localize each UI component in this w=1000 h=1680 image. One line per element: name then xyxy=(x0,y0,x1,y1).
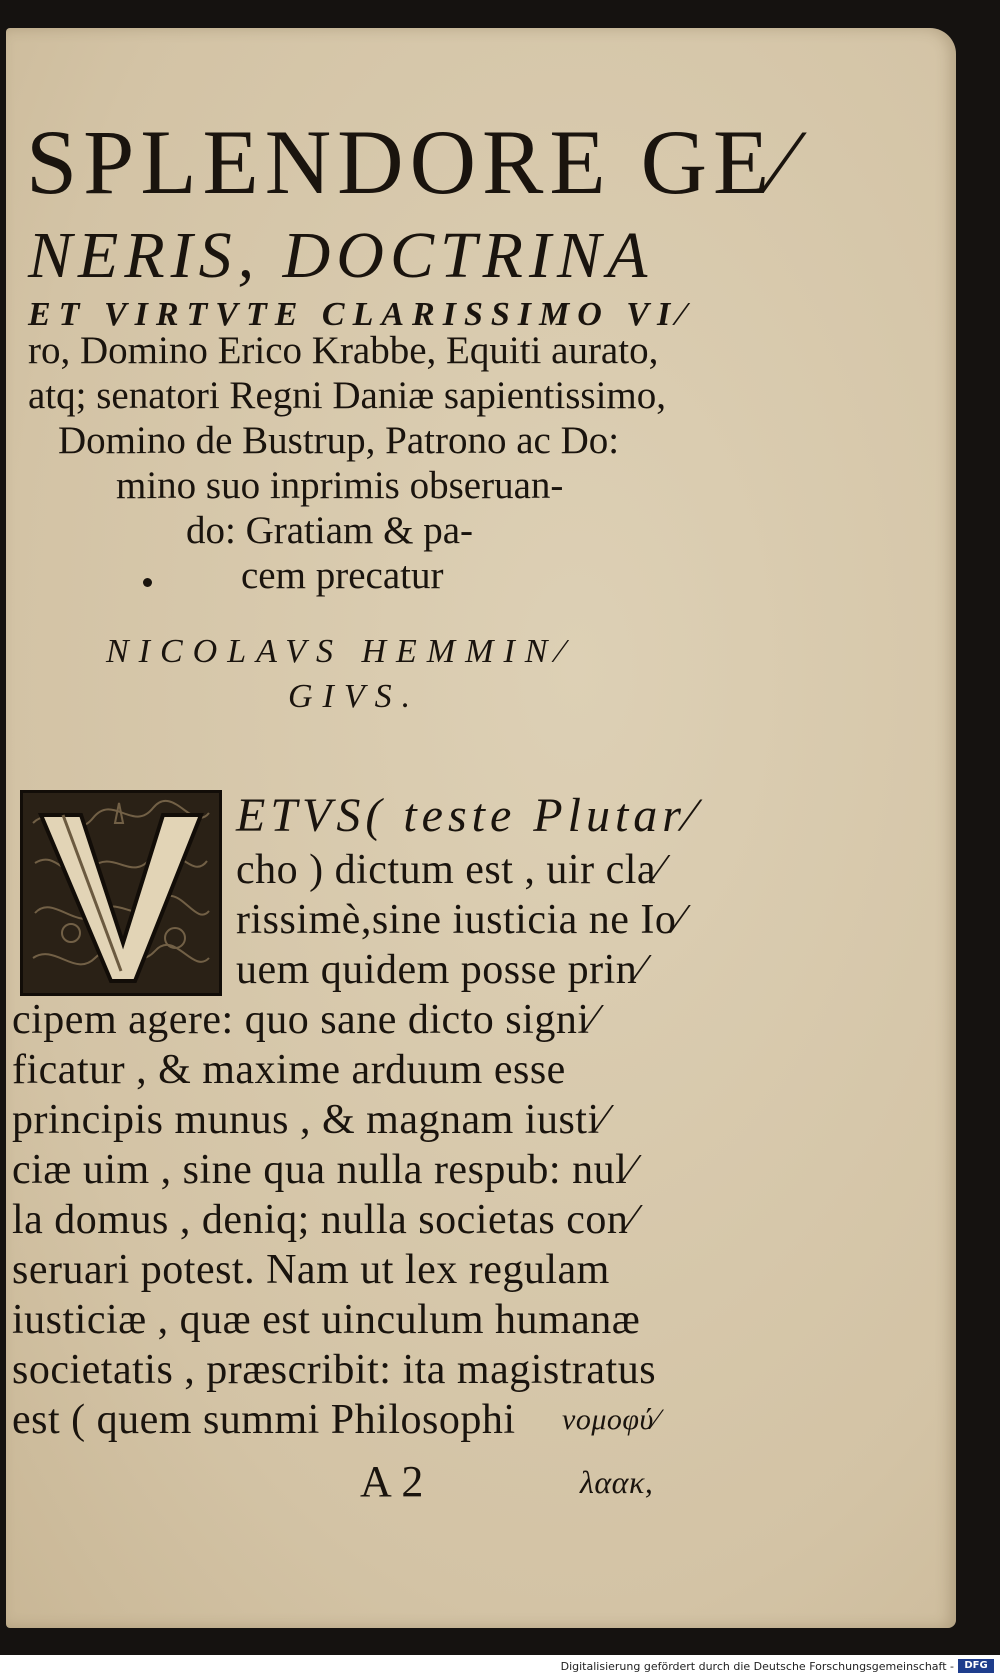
text-line-4: ciæ uim , sine qua nulla respub: nul⁄ xyxy=(12,1147,635,1193)
text-indented-line-3: uem quidem posse prin⁄ xyxy=(236,947,645,993)
text-line-2: ficatur , & maxime arduum esse xyxy=(12,1047,566,1093)
digitization-credit: Digitalisierung gefördert durch die Deutsche Forschungsgemeinschaft - xyxy=(560,1660,954,1673)
decorated-initial-v-svg xyxy=(23,793,219,993)
text-line-6: seruari potest. Nam ut lex regulam xyxy=(12,1247,610,1293)
dedication-line-1: ro, Domino Erico Krabbe, Equiti aurato, xyxy=(28,329,659,372)
text-line-1: cipem agere: quo sane dicto signi⁄ xyxy=(12,997,598,1043)
dedication-line-5: do: Gratiam & pa- xyxy=(186,509,473,552)
text-line-8: societatis , præscribit: ita magistratus xyxy=(12,1347,657,1393)
author-line-2: GIVS. xyxy=(288,678,421,715)
text-line-7: iusticiæ , quæ est uinculum humanæ xyxy=(12,1297,641,1343)
dedication-line-4: mino suo inprimis obseruan- xyxy=(116,464,564,507)
ornament-dot xyxy=(143,578,152,587)
text-indented-line-1: cho ) dictum est , uir cla⁄ xyxy=(236,847,664,893)
decorated-initial-v-icon xyxy=(20,790,222,996)
dedication-line-2: atq; senatori Regni Daniæ sapientissimo, xyxy=(28,374,666,417)
author-line-1: NICOLAVS HEMMIN⁄ xyxy=(106,633,574,670)
text-line-5: la domus , deniq; nulla societas con⁄ xyxy=(12,1197,636,1243)
heading-line-3: ET VIRTVTE CLARISSIMO VI⁄ xyxy=(28,296,692,333)
heading-line-1: SPLENDORE GE⁄ xyxy=(26,111,797,213)
heading-line-2: NERIS, DOCTRINA xyxy=(28,219,654,292)
text-line-3: principis munus , & magnam iusti⁄ xyxy=(12,1097,608,1143)
text-indented-line-2: rissimè,sine iusticia ne Io⁄ xyxy=(236,897,684,943)
book-page xyxy=(6,28,956,1628)
text-greek-word: νομοφύ⁄ xyxy=(562,1403,660,1436)
dfg-logo: DFG xyxy=(958,1659,994,1673)
dedication-line-6: cem precatur xyxy=(241,554,444,597)
text-lead-line: ETVS( teste Plutar⁄ xyxy=(236,789,699,842)
catchword: λαακ, xyxy=(580,1464,654,1500)
text-line-9: est ( quem summi Philosophi xyxy=(12,1397,516,1443)
dedication-line-3: Domino de Bustrup, Patrono ac Do: xyxy=(58,419,620,462)
signature-mark: A 2 xyxy=(360,1457,424,1506)
